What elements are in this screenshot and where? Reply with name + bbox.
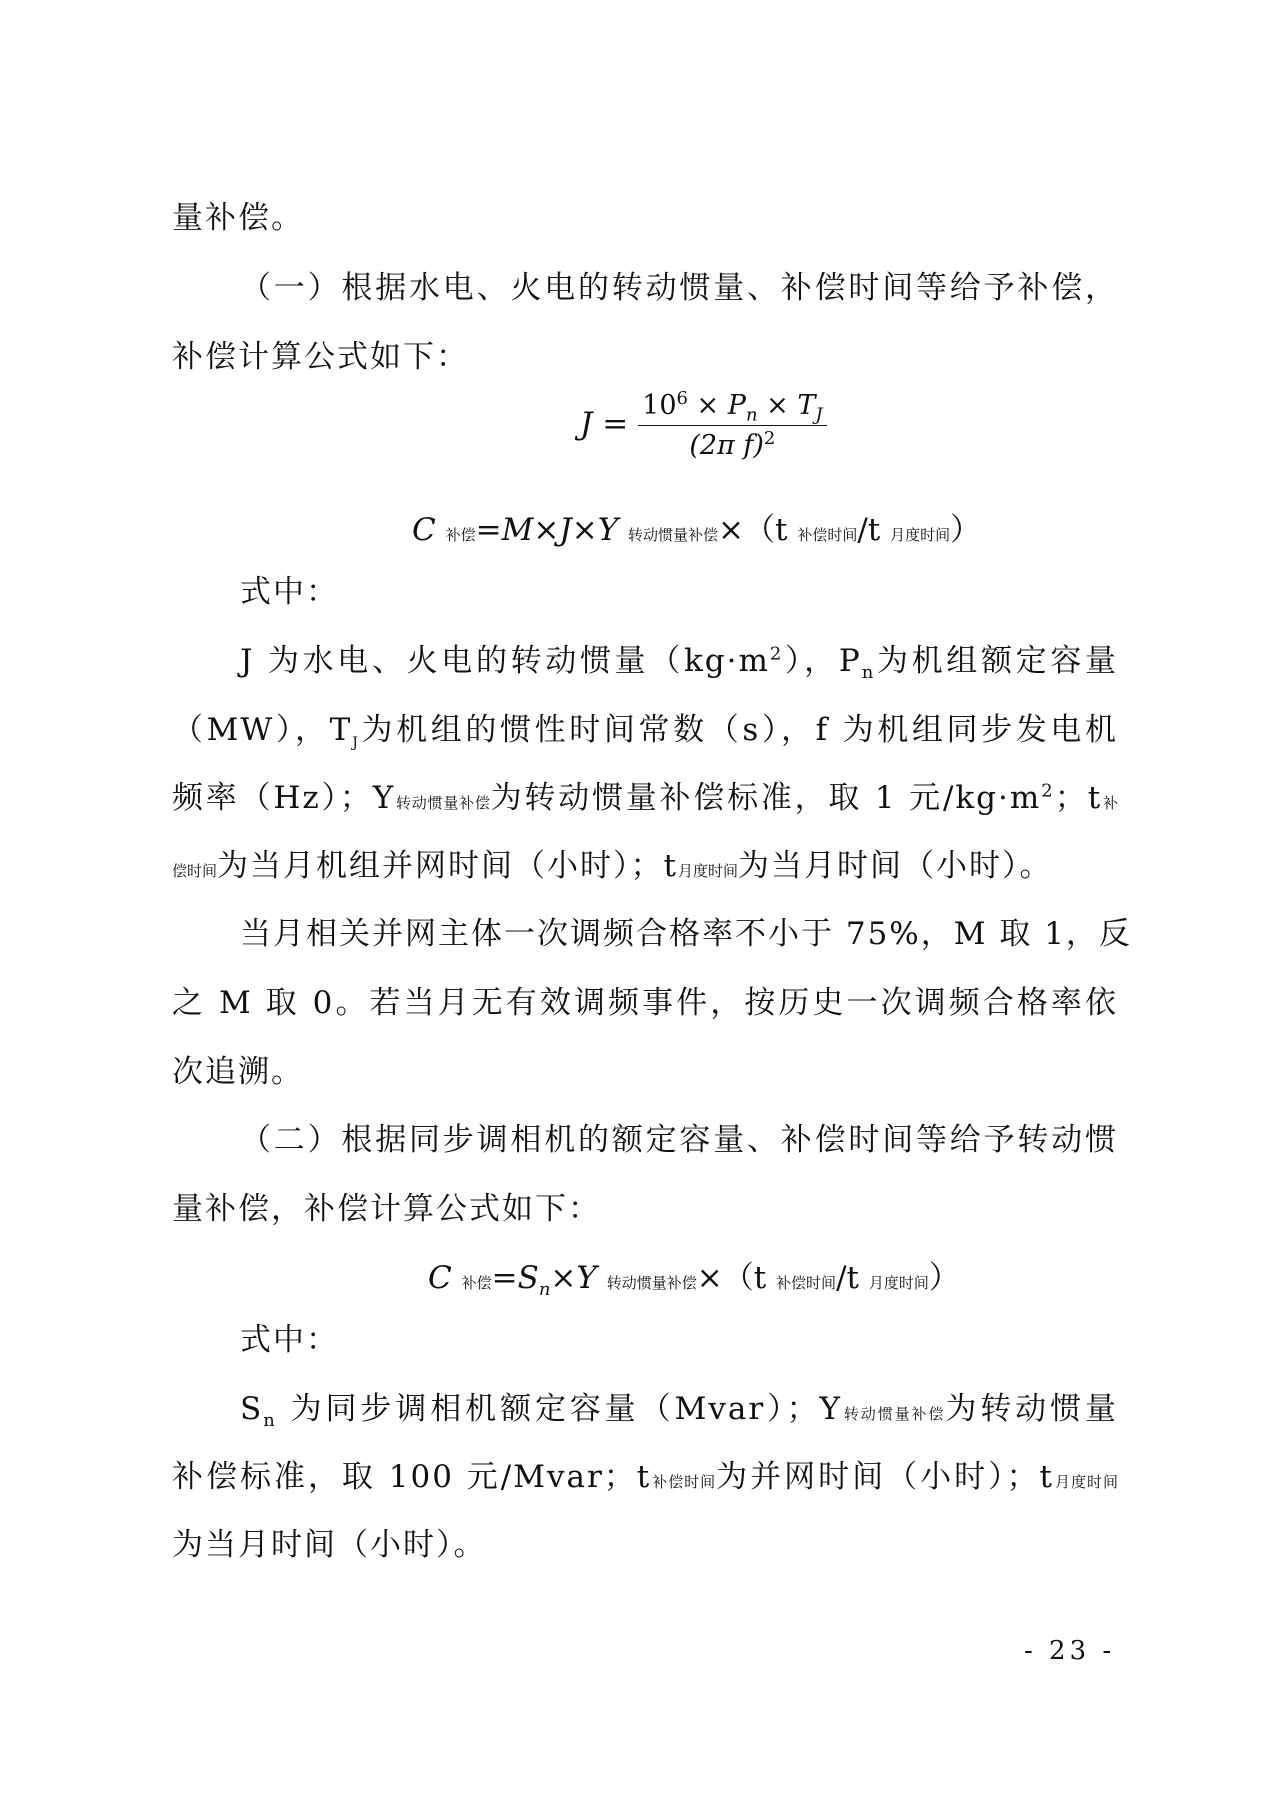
text: （MW），T <box>172 712 353 748</box>
text: 为同步调相机额定容量（Mvar）；Y <box>276 1391 842 1427</box>
text: 之 M 取 0。若当月无有效调频事件，按历史一次调频合格率依 <box>172 985 1118 1021</box>
section-1-heading-line1 <box>240 268 1118 308</box>
section-2-heading-line2 <box>172 1189 1118 1229</box>
definitions-1-line2 <box>172 710 1118 750</box>
subscript: n <box>861 662 876 684</box>
where-label <box>240 572 1186 612</box>
text: 当月相关并网主体一次调频合格率不小于 75%，M 取 1，反 <box>240 916 1132 952</box>
formula-subscript: J <box>815 404 823 426</box>
formula-subscript: n <box>745 404 758 426</box>
text: 为当月机组并网时间（小时）；t <box>217 848 678 884</box>
text: 补偿标准，取 100 元/Mvar；t <box>172 1459 652 1495</box>
where-label-2 <box>240 1320 1186 1360</box>
text: 次追溯。 <box>172 1054 304 1090</box>
formula-subscript: 转动惯量补偿 <box>628 526 719 544</box>
text: 为转动惯量补偿标准，取 1 元/kg·m <box>490 780 1042 816</box>
text: （一）根据水电、火电的转动惯量、补偿时间等给予补偿， <box>240 270 1118 306</box>
text: 为当月时间（小时）。 <box>738 848 1053 884</box>
formula-fraction <box>638 390 826 461</box>
definitions-1-line4 <box>172 846 1118 891</box>
paragraph-2-line3 <box>172 1052 1118 1092</box>
subscript: 偿时间 <box>172 862 218 880</box>
formula-term: ×Y <box>550 1260 597 1296</box>
formula-term: (2π f) <box>689 430 764 461</box>
text: 式中： <box>240 574 339 610</box>
formula-operator: × <box>766 390 789 421</box>
formula-term: /t <box>836 1260 859 1296</box>
subscript: 月度时间 <box>677 862 738 880</box>
definitions-1-line3 <box>172 778 1118 823</box>
section-2-heading-line1 <box>240 1120 1118 1160</box>
text: 为转动惯量 <box>945 1391 1118 1427</box>
formula-numerator <box>638 390 826 426</box>
formula-subscript: 补偿 <box>445 526 476 544</box>
formula-denominator <box>638 426 826 461</box>
formula-exponent: 2 <box>763 428 776 449</box>
definitions-2-line3 <box>172 1525 1118 1565</box>
formula-subscript: 补偿时间 <box>797 526 858 544</box>
text: 频率（Hz）；Y <box>172 780 396 816</box>
page-number: - 23 - <box>1024 1636 1116 1666</box>
superscript: 2 <box>1041 780 1055 802</box>
subscript: J <box>352 735 360 752</box>
compensation-formula-1 <box>412 504 981 549</box>
inertia-formula <box>580 390 827 461</box>
formula-operator: = <box>602 406 629 442</box>
formula-term: T <box>797 390 816 421</box>
formula-operator: × <box>696 390 720 421</box>
formula-term: 10 <box>642 390 677 421</box>
text: 量补偿，补偿计算公式如下： <box>172 1191 601 1227</box>
text: 式中： <box>240 1322 339 1358</box>
section-1-heading-line2 <box>172 337 1118 377</box>
text: （二）根据同步调相机的额定容量、补偿时间等给予转动惯 <box>240 1122 1118 1158</box>
formula-subscript: 月度时间 <box>890 526 951 544</box>
subscript: 月度时间 <box>1054 1473 1118 1491</box>
text: J 为水电、火电的转动惯量（kg·m <box>240 643 770 679</box>
formula-subscript: 转动惯量补偿 <box>606 1274 697 1292</box>
formula-subscript: 补偿时间 <box>776 1274 837 1292</box>
formula-term: /t <box>857 512 881 548</box>
formula-term: ×（t <box>696 1260 767 1296</box>
formula-term: =S <box>491 1260 539 1296</box>
formula-term: =M×J×Y <box>475 512 619 548</box>
formula-term: ） <box>928 1260 960 1296</box>
formula-exponent: 6 <box>676 388 688 409</box>
text: 为当月时间（小时）。 <box>172 1527 487 1563</box>
formula-term: P <box>727 390 746 421</box>
subscript: 转动惯量补偿 <box>395 794 491 812</box>
paragraph-tail <box>172 198 1118 238</box>
formula-symbol: J <box>580 406 593 442</box>
text: 补偿计算公式如下： <box>172 339 469 375</box>
text: 量补偿。 <box>172 200 304 236</box>
text: 为机组的惯性时间常数（s），f 为机组同步发电机 <box>359 712 1119 748</box>
paragraph-2-line2 <box>172 983 1118 1023</box>
text: S <box>240 1391 264 1427</box>
formula-subscript: 补偿 <box>461 1274 492 1292</box>
formula-subscript: 月度时间 <box>868 1274 929 1292</box>
formula-term: ） <box>950 512 982 548</box>
text: ），P <box>783 643 862 679</box>
text: 为并网时间（小时）；t <box>716 1459 1055 1495</box>
definitions-2-line2 <box>172 1457 1118 1502</box>
formula-subscript: n <box>538 1279 551 1301</box>
superscript: 2 <box>769 643 784 665</box>
formula-symbol: C <box>412 512 436 548</box>
formula-symbol: C <box>428 1260 452 1296</box>
definitions-2-line1 <box>240 1389 1118 1434</box>
formula-term: ×（t <box>718 512 788 548</box>
subscript: n <box>263 1410 277 1432</box>
compensation-formula-2 <box>428 1252 960 1301</box>
paragraph-2-line1 <box>240 914 1132 954</box>
text: ；t <box>1054 780 1103 816</box>
definitions-1-line1 <box>240 641 1118 684</box>
subscript: 补偿时间 <box>651 1473 717 1491</box>
subscript: 补 <box>1102 794 1118 812</box>
subscript: 转动惯量补偿 <box>841 1405 946 1423</box>
text: 为机组额定容量 <box>875 643 1118 679</box>
